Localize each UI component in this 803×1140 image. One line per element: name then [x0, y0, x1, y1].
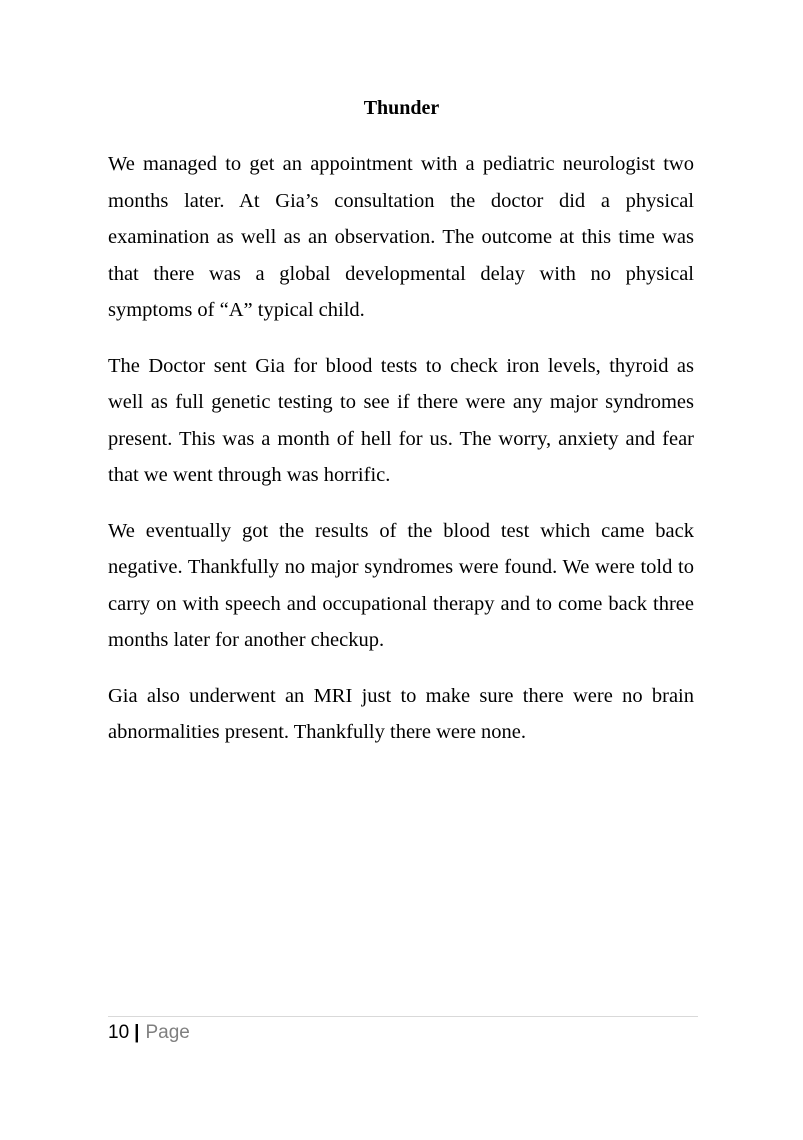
body-text: [108, 146, 694, 770]
paragraph-1: We managed to get an appointment with a pediatric neurologist two months later. At Gia’s consultation the doctor did a physical examination as well as an observation. The outcome at this time was that there was a global developmental delay with no physical symptoms of “A” typical child.: [108, 153, 694, 321]
paragraph-3: We eventually got the results of the blood test which came back negative. Thankfully no major syndromes were found. We were told to carry on with speech and occupational therapy and to come back three months later for another checkup.: [108, 519, 694, 651]
page-label: Page: [145, 1022, 190, 1043]
footer-separator: |: [134, 1022, 140, 1043]
chapter-title: Thunder: [363, 97, 440, 119]
page-number: 10: [108, 1022, 130, 1043]
paragraph-2: The Doctor sent Gia for blood tests to check iron levels, thyroid as well as full genetic testing to see if there were any major syndromes present. This was a month of hell for us. The worry, anxiety and fear that we went through was horrific.: [108, 354, 694, 486]
page-footer: [108, 1020, 190, 1046]
footer-divider: [108, 1016, 698, 1017]
paragraph-4: Gia also underwent an MRI just to make sure there were no brain abnormalities present. Thankfully there were none.: [108, 684, 694, 743]
